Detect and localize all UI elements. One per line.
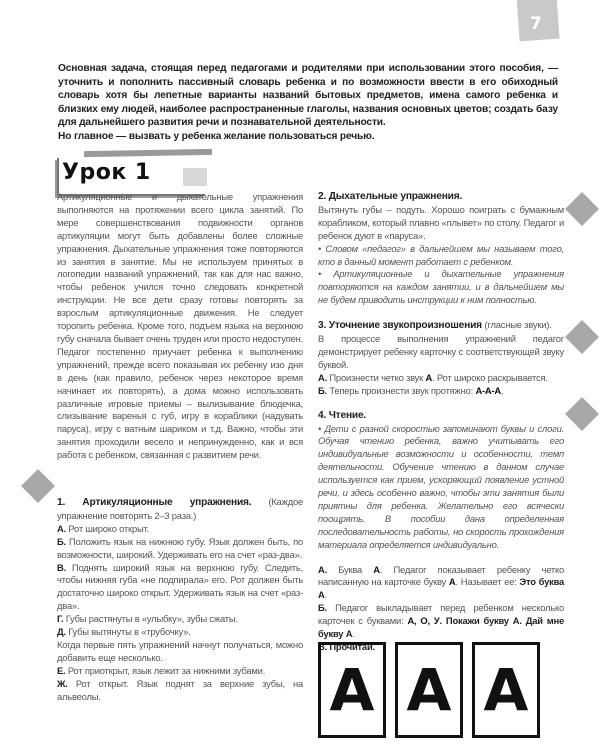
section-3-title: 3. Уточнение звукопроизношения bbox=[318, 320, 482, 332]
diamond-marker bbox=[565, 320, 599, 354]
section-3-item-a bbox=[318, 372, 564, 385]
letter: А bbox=[373, 563, 380, 575]
item-text: Педагог выкладывает перед ребенком несколько карточек с буквами: bbox=[318, 602, 564, 627]
lesson-title: Урок 1 bbox=[62, 160, 151, 185]
section-3-text: В процессе выполнения упражнений педагог демонстрирует ребенку карточку с соответствующей звуку буквой. bbox=[318, 333, 564, 370]
section-2-note: • Артикуляционные и дыхательные упражнения повторяются на каждом занятии, и в дальнейшем мы не будем приводить инструкции к ним полностью. bbox=[318, 268, 564, 306]
exercise-text: Положить язык на нижнюю губу. Язык должен быть, по возможности, широкий. Удерживать его на счет «раз-два». bbox=[57, 535, 303, 560]
exercise-text: Поднять широкий язык на верхнюю губу. Следить, чтобы нижняя губа «не подпирала» его. Рот должен быть достаточно широко открыт. Удерживать язык на счет «раз-два». bbox=[57, 561, 303, 612]
section-3-item-b: Б. Теперь произнести звук протяжно: А-А-А. bbox=[318, 384, 504, 396]
letter-card: А bbox=[318, 642, 386, 738]
exercise-text: Губы вытянуты в «трубочку». bbox=[68, 626, 191, 638]
item-text: . Рот широко раскрывается. bbox=[432, 371, 548, 383]
exercise-item bbox=[57, 626, 303, 639]
letter: А bbox=[425, 371, 433, 383]
item-text: . Называет ее: bbox=[455, 576, 517, 588]
item-text: . Педагог показывает ребенку четко написанную на карточке букву bbox=[318, 563, 565, 588]
sound: А-А-А bbox=[475, 384, 501, 396]
section-4-note: • Дети с разной скоростью запоминают буквы и слоги. Обучая чтению ребенка, важно учитывать его индивидуальные возможности и особенности, темп деятельности. Обучение чтению в данном случае используется как прием, ускоряющий появление устной речи, и здесь особенно важно, чтобы эти занятия были приятны для ребенка. Желательно его всячески поощрять. В пособии дана определенная последовательность работы, но скорость прохождения материала определяется индивидуально. bbox=[318, 422, 564, 550]
section-4-item-a: А. Буква А. Педагог показывает ребенку четко написанную на карточке букву А. Называет ее: Это буква А. bbox=[318, 563, 565, 601]
item-text: Теперь произнести звук протяжно: bbox=[329, 384, 474, 396]
phrase: . Дай мне букву А bbox=[318, 615, 564, 640]
diamond-marker bbox=[565, 192, 599, 226]
section-3-heading bbox=[318, 319, 564, 333]
exercise-item bbox=[57, 678, 303, 704]
right-column bbox=[318, 191, 564, 654]
exercise-label: Е. bbox=[57, 664, 66, 676]
lesson-header-bar bbox=[84, 149, 212, 157]
section-1-title: 1. Артикуляционные упражнения. bbox=[57, 497, 252, 509]
exercise-item bbox=[57, 562, 303, 614]
diamond-marker bbox=[565, 397, 599, 431]
page-number: 7 bbox=[530, 14, 542, 34]
exercise-label: А. bbox=[57, 522, 66, 534]
diamond-marker bbox=[21, 469, 55, 503]
section-1-note: (Каждое упражнение повторять 2–3 раза.) bbox=[57, 496, 304, 521]
exercise-label: Г. bbox=[57, 613, 64, 625]
more-exercises-text: Когда первые пять упражнений начнут получаться, можно добавить еще несколько. bbox=[57, 639, 303, 663]
item-text: Произнести четко звук bbox=[329, 371, 424, 383]
exercise-item bbox=[57, 536, 303, 562]
intro-paragraph: Основная задача, стоящая перед педагогами и родителями при использовании этого пособия, — уточнить и пополнить пассивный словарь ребенка и по возможности ввести в его обиходный словарь хотя бы лепетные варианты названий бытовых предметов, имена самого ребенка и близких ему людей, наиболее распространенные глаголы, названия основных цветов; создать базу для дальнейшего развития речи и познавательной деятельности. bbox=[58, 63, 558, 129]
exercise-item bbox=[57, 523, 303, 536]
section-2-text: Вытянуть губы – подуть. Хорошо поиграть с бумажным корабликом, который плавно «плывет» по столу. Педагог и ребенок дуют в «паруса». bbox=[318, 203, 564, 241]
exercise-text: Рот открыт. Язык поднят за верхние зубы, на альвеолы. bbox=[57, 677, 304, 702]
lesson-header-patch bbox=[183, 168, 207, 186]
letter-cards bbox=[318, 642, 540, 738]
lesson-intro: Артикуляционные и дыхательные упражнения выполняются на протяжении всего цикла занятий. По мере совершенствования подвижности органов артикуляции могут быть добавлены более сложные упражнения. Дыхательные упражнения тоже повторяются из занятия в занятие. Мы не используем принятых в логопедии названий упражнений, так как для нас важно, чтобы ребенок учился точно следовать конкретной инструкции. Не все дети сразу готовы повторять за взрослым артикуляционные движения. Не следует торопить ребенка. Кроме того, подъем языка на верхнюю губу сначала бывает очень труден или просто недоступен. Педагог постепенно приучает ребенка к выполнению упражнений, прежде всего показывая их ребенку изо дня в день (как правило, ребенок через некоторое время начинает их повторять), а дома можно использовать различные игровые приемы – вылизывание блюдечка, слизывание варенья с губ, игру в кораблики (надувать паруса), игру с ватным шариком и т.д. Важно, чтобы эти занятия проходили весело и непринужденно, как и вся работа с ребенком, связанная с развитием речи. bbox=[57, 191, 303, 461]
section-4-item-c: В. Прочитай. bbox=[318, 641, 375, 652]
item-text: Буква bbox=[338, 563, 363, 575]
item-label: А. bbox=[318, 371, 327, 383]
item-label: А. bbox=[318, 563, 327, 575]
section-2-note: • Словом «педагог» в дальнейшем мы называем того, кто в данный момент работает с ребенком. bbox=[318, 242, 564, 267]
exercise-text: Губы растянуты в «улыбку», зубы сжаты. bbox=[65, 613, 238, 625]
exercise-text: Рот широко открыт. bbox=[68, 522, 149, 534]
left-column bbox=[57, 191, 303, 704]
section-3-note: (гласные звуки). bbox=[484, 319, 552, 331]
phrase: Это буква А bbox=[318, 576, 565, 601]
exercise-text: Рот приоткрыт, язык лежит за нижними зубами. bbox=[67, 664, 266, 676]
intro-text bbox=[58, 62, 558, 144]
exercise-label: Б. bbox=[57, 535, 66, 547]
letter: А bbox=[448, 576, 456, 588]
section-1 bbox=[57, 496, 303, 523]
letter-card: А bbox=[472, 642, 540, 738]
section-4-title: 4. Чтение. bbox=[318, 409, 367, 421]
letter-card: А bbox=[395, 642, 463, 738]
section-2-title: 2. Дыхательные упражнения. bbox=[318, 191, 463, 202]
exercise-item bbox=[57, 665, 303, 678]
exercise-label: Д. bbox=[57, 626, 66, 638]
item-label: Б. bbox=[318, 602, 327, 614]
item-label: Б. bbox=[318, 384, 327, 396]
section-4-item-b: Б. Педагог выкладывает перед ребенком несколько карточек с буквами: А, О, У. Покажи букву А. Дай мне букву А. bbox=[318, 602, 564, 640]
phrase: . Покажи букву А bbox=[439, 615, 520, 627]
exercise-label: Ж. bbox=[57, 677, 68, 689]
intro-emphasis: Но главное — вызвать у ребенка желание пользоваться речью. bbox=[58, 130, 375, 142]
exercise-label: В. bbox=[57, 561, 66, 573]
exercise-item bbox=[57, 613, 303, 626]
letters: А, О, У bbox=[407, 615, 440, 627]
